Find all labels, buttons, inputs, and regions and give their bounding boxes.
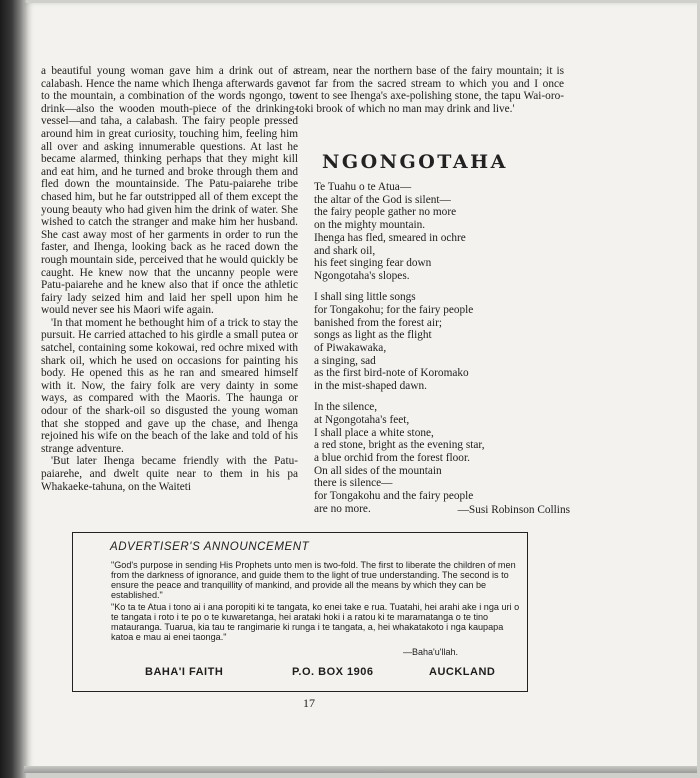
poem-line: a singing, sad [314,354,376,367]
poem-line: for Tongakohu; for the fairy people [314,303,474,316]
advertisement-title: ADVERTISER'S ANNOUNCEMENT [110,541,310,553]
poem-line: and shark oil, [314,244,376,257]
poem-line: on the mighty mountain. [314,219,426,232]
right-column-article-continuation [296,65,564,115]
poem-line: a blue orchid from the forest floor. [314,452,470,465]
poem-line: On all sides of the mountain [314,464,442,477]
poem-line: the altar of the God is silent— [314,193,451,206]
article-paragraph-3: 'But later Ihenga became friendly with the Patu-paiarehe, and dwelt quite near to them in his pa Whakaeke-tahuna, on the Waiteti [41,455,298,493]
poem-stanza-2 [314,291,574,393]
article-paragraph-1: a beautiful young woman gave him a drink out of a calabash. Hence the name which Ihenga afterwards gave to the mountain, a combination of the words ngongo, to drink—also the wooden mouth-piece of the drinking-vessel—and taha, a calabash. The fairy people pressed around him in great curiosity, touching him, feeling him all over and asking innumerable questions. At last he became alarmed, thinking perhaps that they might kill and eat him, and he turned and broke through them and fled down the mountainside. The Patu-paiarehe tribe chased him, but he far outstripped all of them except the young beauty who had given him the drink of water. She wished to catch the stranger and make him her husband. She cast away most of her garments in order to run the faster, and Ihenga, looking back as he raced down the rough mountain side, perceived that he would quickly be caught. He knew now that the uncanny people were Patu-paiarehe and he knew also that if once the athletic fairy lady seized him and laid her spell upon him he would never see his Maori wife again. [41,65,298,317]
advertisement-organization: BAHA'I FAITH [145,666,224,678]
poem-line: songs as light as the flight [314,329,432,342]
page-bottom-edge [24,766,697,773]
poem-line: Te Tuahu o te Atua— [314,181,412,193]
poem-line: a red stone, bright as the evening star, [314,439,485,452]
poem-line: as the first bird-note of Koromako [314,367,469,380]
poem-title: NGONGOTAHA [322,151,508,173]
poem-line: there is silence— [314,477,393,490]
advertisement-box [72,532,528,692]
poem-line: In the silence, [314,401,378,414]
poem-line: Ihenga has fled, smeared in ochre [314,231,466,244]
poem-stanza-3 [314,401,574,515]
advertisement-quote-maori: "Ko ta te Atua i tono ai i ana poropiti ki te tangata, ko enei take e rua. Tuatahi, hei arahi ake i nga uri o te tangata i roto i te po o te kuwaretanga, hei arataki hoki i a ratou ki te maramatanga o te tino matauranga. Tuarua, kia tau te rangimarie ki runga i te tangata, a, hei whakatakoto i nga kaupapa katoa e mau ai enei taonga." [111,602,520,642]
poem-line: in the mist-shaped dawn. [314,380,427,393]
poem-author: —Susi Robinson Collins [457,504,570,516]
poem-line: for Tongakohu and the fairy people [314,490,474,503]
poem-line: Ngongotaha's slopes. [314,269,410,282]
poem-body [314,181,574,524]
poem-line: his feet singing fear down [314,257,432,270]
poem-line: the fairy people gather no more [314,206,457,219]
advertisement-attribution: —Baha'u'llah. [403,647,458,657]
poem-stanza-1 [314,181,574,283]
advertisement-address: P.O. BOX 1906 [292,666,374,678]
book-gutter [0,0,26,778]
poem-line: I shall sing little songs [314,291,416,304]
article-continuation: stream, near the northern base of the fairy mountain; it is not far from the sacred stream to which you and I once went to see Ihenga's axe-polishing stone, the tapu Wai-oro-toki brook of which no man may drink and live.' [296,65,564,115]
advertisement-quote-english: "God's purpose in sending His Prophets unto men is two-fold. The first to liberate the children of men from the darkness of ignorance, and guide them to the light of true understanding. The second is to ensure the peace and tranquillity of mankind, and provide all the means by which they can be established." [111,560,516,600]
page-number: 17 [303,696,315,710]
advertisement-city: AUCKLAND [429,666,496,678]
article-paragraph-2: 'In that moment he bethought him of a trick to stay the pursuit. He carried attached to his girdle a small putea or satchel, containing some kokowai, red ochre mixed with shark oil, which he used on occasions for painting his body. He opened this as he ran and smeared himself with it. Now, the fairy folk are very dainty in some ways, as compared with the Maoris. The haunga or odour of the shark-oil so disgusted the young woman that she stopped and gave up the chase, and Ihenga rejoined his wife on the beach of the lake and told of his strange adventure. [41,316,298,455]
poem-line: of Piwakawaka, [314,341,387,354]
poem-line: banished from the forest air; [314,316,442,329]
poem-line: are no more. [314,502,371,515]
poem-line: I shall place a white stone, [314,426,434,439]
left-column-article-text [41,65,298,493]
poem-line: at Ngongotaha's feet, [314,413,410,426]
